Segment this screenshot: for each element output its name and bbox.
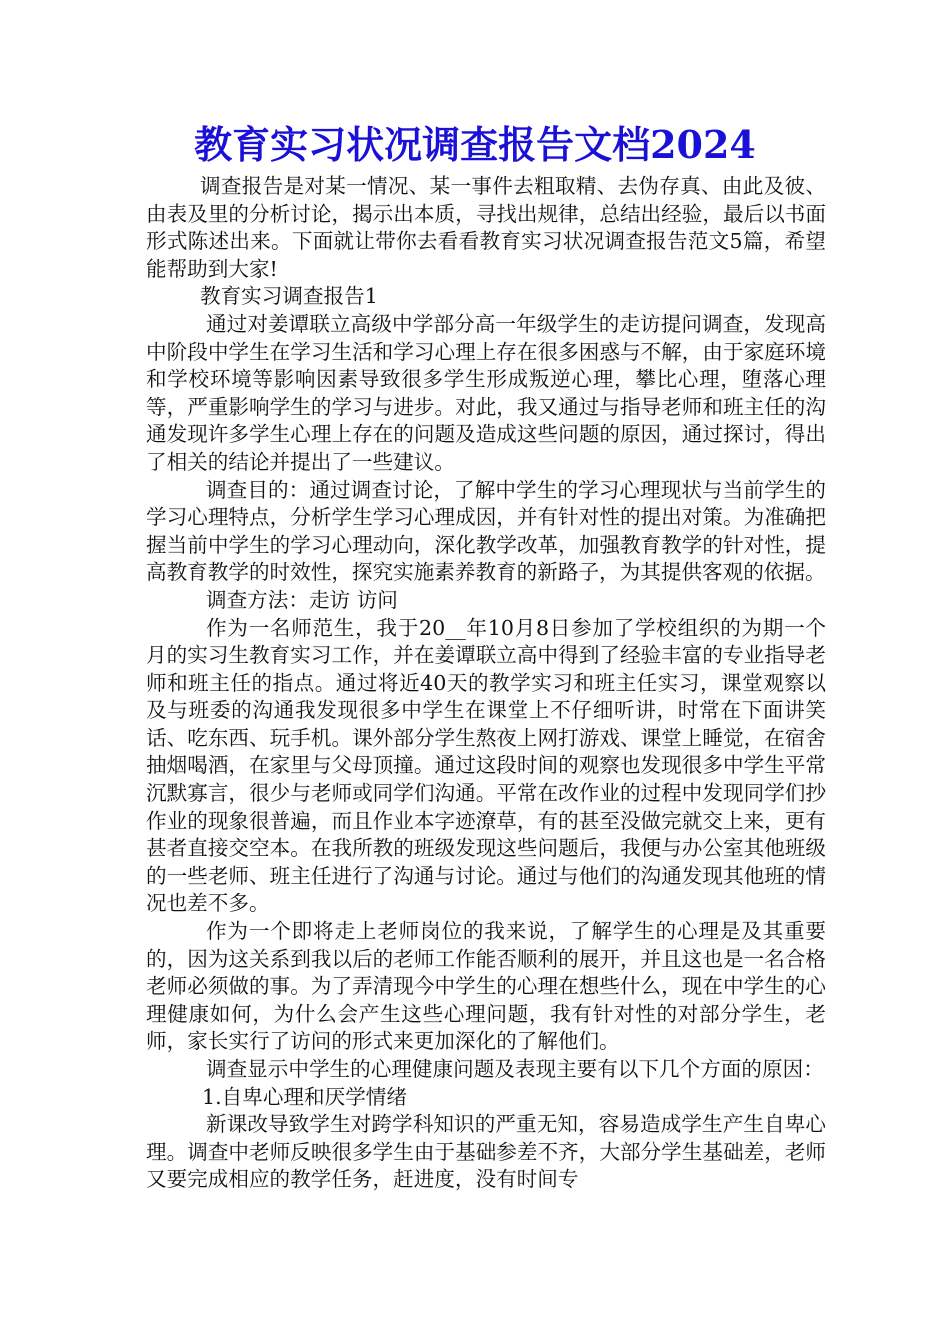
- list-heading: 1.自卑心理和厌学情绪: [202, 1084, 407, 1109]
- paragraph: 调查显示中学生的心理健康问题及表现主要有以下几个方面的原因：: [206, 1057, 824, 1081]
- document-body: [146, 173, 826, 1194]
- paragraph: 通过对姜谭联立高级中学部分高一年级学生的走访提问调查，发现高中阶段中学生在学习生活和学习心理上存在很多困惑与不解，由于家庭环境和学校环境等影响因素导致很多学生形成叛逆心理，攀比心理，堕落心理等，严重影响学生的学习与进步。对此，我又通过与指导老师和班主任的沟通发现许多学生心理上存在的问题及造成这些问题的原因，通过探讨，得出了相关的结论并提出了一些建议。: [146, 311, 826, 474]
- paragraph: 调查方法：走访 访问: [206, 587, 398, 612]
- paragraph: 作为一名师范生，我于20__年10月8日参加了学校组织的为期一个月的实习生教育实习工作，并在姜谭联立高中得到了经验丰富的专业指导老师和班主任的指点。通过将近40天的教学实习和班主任实习，课堂观察以及与班委的沟通我发现很多中学生在课堂上不仔细听讲，时常在下面讲笑话、吃东西、玩手机。课外部分学生熬夜上网打游戏、课堂上睡觉，在宿舍抽烟喝酒，在家里与父母顶撞。通过这段时间的观察也发现很多中学生平常沉默寡言，很少与老师或同学们沟通。平常在改作业的过程中发现同学们抄作业的现象很普遍，而且作业本字迹潦草，有的甚至没做完就交上来，更有甚者直接交空本。在我所教的班级发现这些问题后，我便与办公室其他班级的一些老师、班主任进行了沟通与讨论。通过与他们的沟通发现其他班的情况也差不多。: [146, 615, 826, 916]
- paragraph: 作为一个即将走上老师岗位的我来说，了解学生的心理是及其重要的，因为这关系到我以后的老师工作能否顺利的展开，并且这也是一名合格老师必须做的事。为了弄清现今中学生的心理在想些什么，现在中学生的心理健康如何，为什么会产生这些心理问题，我有针对性的对部分学生，老师，家长实行了访问的形式来更加深化的了解他们。: [146, 919, 826, 1054]
- document-title: 教育实习状况调查报告文档2024: [194, 122, 756, 167]
- paragraph: 调查目的：通过调查讨论，了解中学生的学习心理现状与当前学生的学习心理特点，分析学生学习心理成因，并有针对性的提出对策。为准确把握当前中学生的学习心理动向，深化教学改革，加强教育教学的针对性，提高教育教学的时效性，探究实施素养教育的新路子，为其提供客观的依据。: [146, 477, 826, 585]
- section-heading: 教育实习调查报告1: [200, 284, 378, 309]
- intro-paragraph: 调查报告是对某一情况、某一事件去粗取精、去伪存真、由此及彼、由表及里的分析讨论，揭示出本质，寻找出规律，总结出经验，最后以书面形式陈述出来。下面就让带你去看看教育实习状况调查报告范文5篇，希望能帮助到大家!: [146, 174, 826, 281]
- paragraph: 新课改导致学生对跨学科知识的严重无知，容易造成学生产生自卑心理。调查中老师反映很多学生由于基础参差不齐，大部分学生基础差，老师又要完成相应的教学任务，赶进度，没有时间专: [146, 1112, 826, 1192]
